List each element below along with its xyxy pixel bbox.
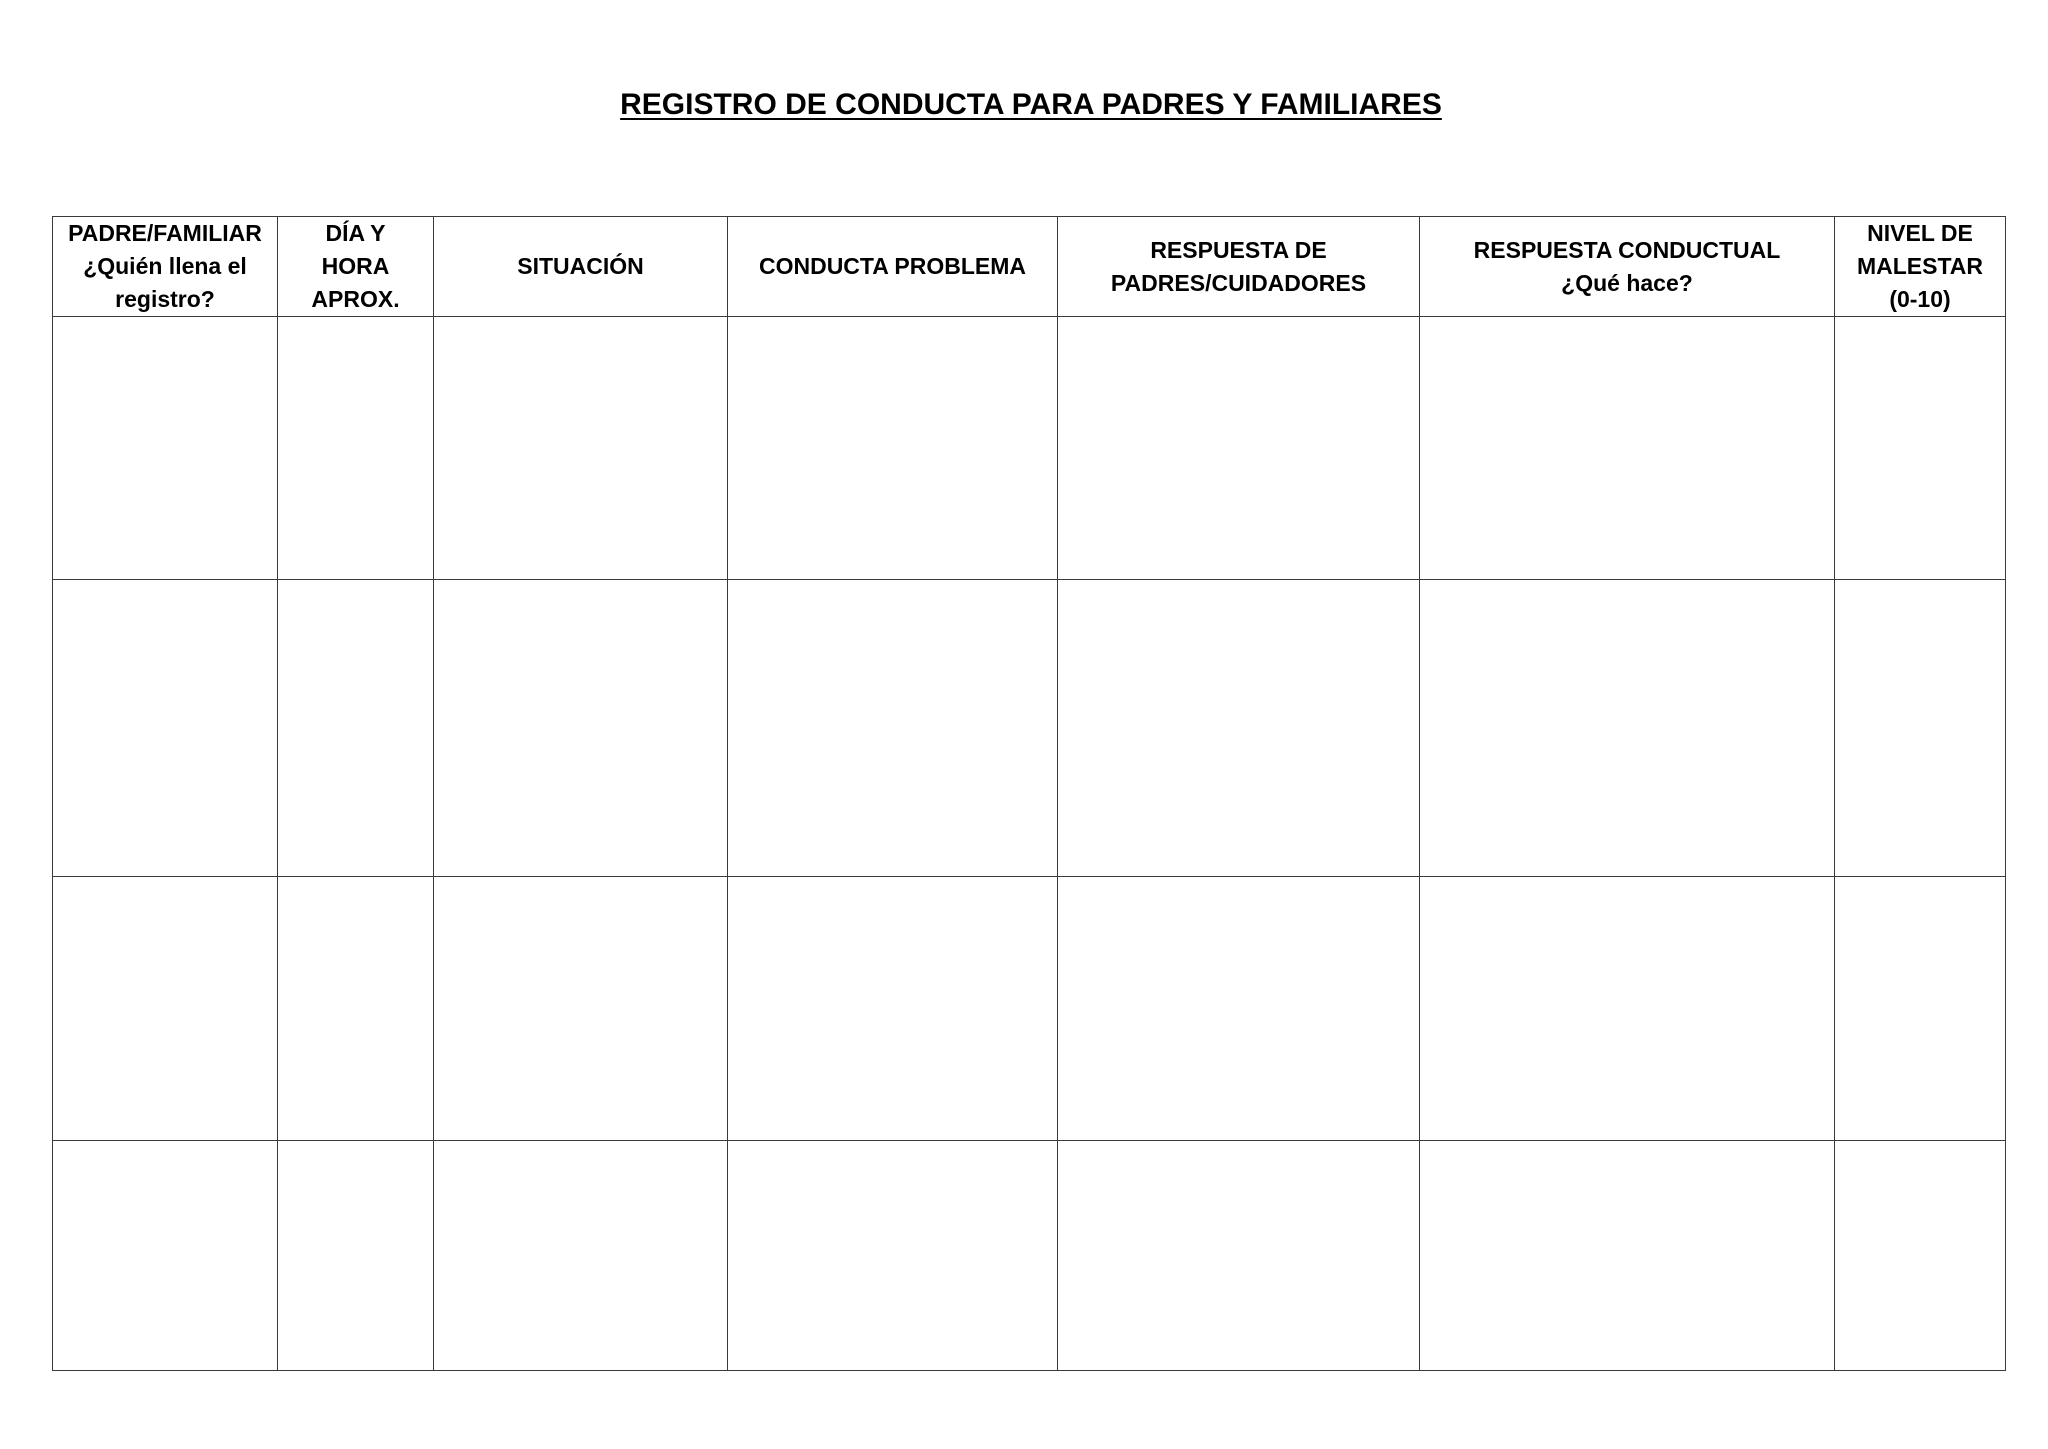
table-cell[interactable] [1835, 877, 2006, 1141]
table-row [53, 877, 2006, 1141]
table-row [53, 1141, 2006, 1371]
header-situation: SITUACIÓN [434, 217, 728, 317]
table-cell[interactable] [53, 580, 278, 877]
header-row [53, 217, 2006, 317]
table-cell[interactable] [278, 317, 434, 580]
table-cell[interactable] [1420, 317, 1835, 580]
table-cell[interactable] [53, 1141, 278, 1371]
table-cell[interactable] [278, 877, 434, 1141]
document-title: REGISTRO DE CONDUCTA PARA PADRES Y FAMILIARES [620, 88, 1442, 121]
header-behavioral-response: RESPUESTA CONDUCTUAL ¿Qué hace? [1420, 217, 1835, 317]
table-cell[interactable] [728, 1141, 1058, 1371]
header-caregiver-response: RESPUESTA DE PADRES/CUIDADORES [1058, 217, 1420, 317]
table-cell[interactable] [53, 317, 278, 580]
table-row [53, 317, 2006, 580]
table-cell[interactable] [1058, 1141, 1420, 1371]
table-cell[interactable] [728, 580, 1058, 877]
table-cell[interactable] [278, 580, 434, 877]
table-cell[interactable] [728, 877, 1058, 1141]
header-problem-behavior: CONDUCTA PROBLEMA [728, 217, 1058, 317]
header-day-time: DÍA Y HORA APROX. [278, 217, 434, 317]
table-cell[interactable] [1058, 317, 1420, 580]
table-cell[interactable] [1420, 1141, 1835, 1371]
table-cell[interactable] [1835, 580, 2006, 877]
behavior-record-table [52, 216, 2006, 1371]
table-cell[interactable] [434, 1141, 728, 1371]
header-distress-level: NIVEL DE MALESTAR (0-10) [1835, 217, 2006, 317]
table-cell[interactable] [278, 1141, 434, 1371]
header-parent-family: PADRE/FAMILIAR ¿Quién llena el registro? [53, 217, 278, 317]
table-cell[interactable] [1058, 877, 1420, 1141]
table-cell[interactable] [53, 877, 278, 1141]
table-cell[interactable] [1420, 877, 1835, 1141]
table-cell[interactable] [434, 877, 728, 1141]
table-cell[interactable] [728, 317, 1058, 580]
table-cell[interactable] [434, 580, 728, 877]
table-cell[interactable] [1058, 580, 1420, 877]
table-cell[interactable] [1835, 1141, 2006, 1371]
table-cell[interactable] [434, 317, 728, 580]
table-row [53, 580, 2006, 877]
table-cell[interactable] [1420, 580, 1835, 877]
table-cell[interactable] [1835, 317, 2006, 580]
